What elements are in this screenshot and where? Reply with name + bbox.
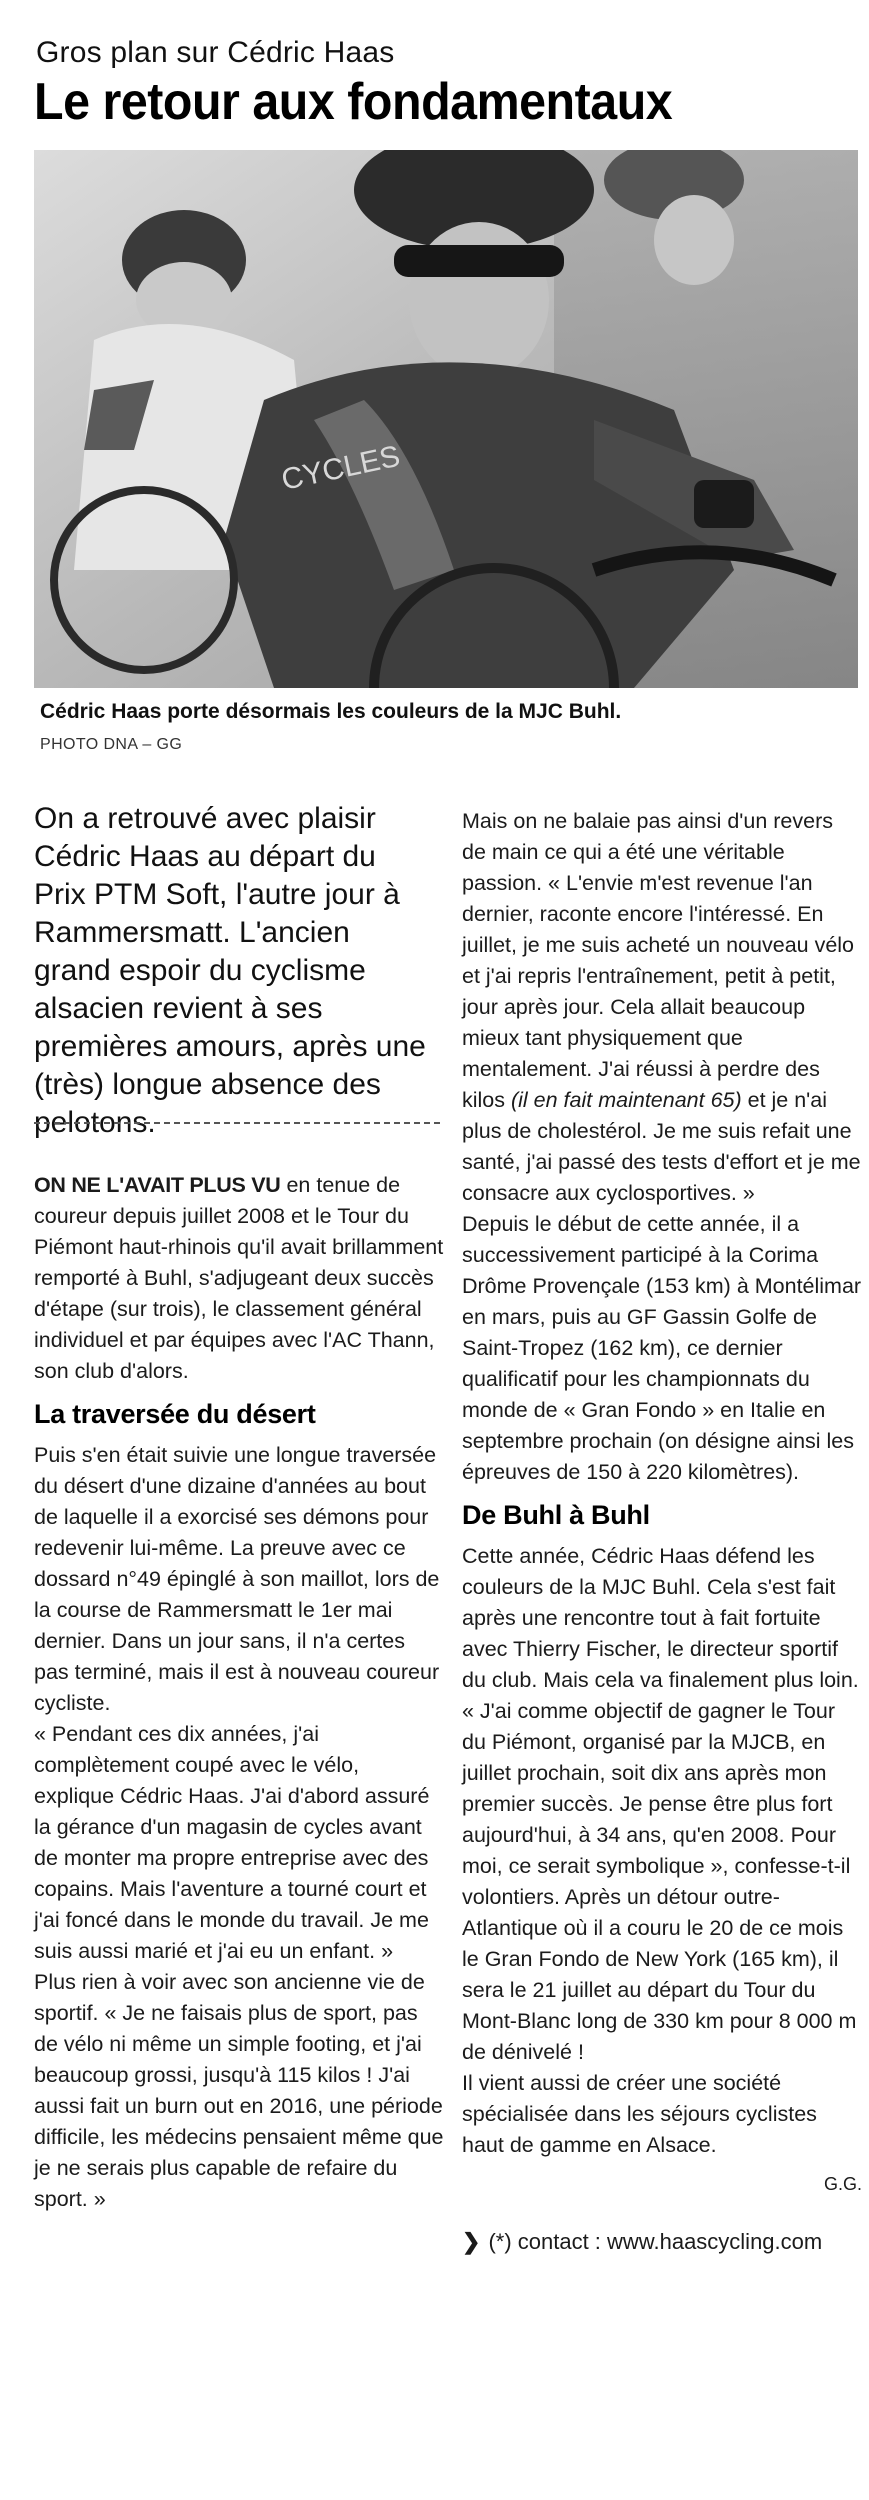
article-intro: On a retrouvé avec plaisir Cédric Haas au départ du Prix PTM Soft, l'autre jour à Rammersmatt. L'ancien grand espoir du cyclisme alsacien revient à ses premières amours, après une (très) longue absence des pelotons. xyxy=(34,802,426,1139)
paragraph: Cette année, Cédric Haas défend les couleurs de la MJC Buhl. Cela s'est fait après une rencontre tout à fait fortuite avec Thierry Fischer, le directeur sportif du club. Mais cela va finalement plus loin. « J'ai comme objectif de gagner le Tour du Piémont, organisé par la MJCB, en juillet prochain, soit dix ans après mon premier succès. Je pense être plus fort aujourd'hui, à 34 ans, qu'en 2008. Pour moi, ce serait symbolique », confesse-t-il volontiers. Après un détour outre-Atlantique où il a couru le 20 de ce mois le Gran Fondo de New York (165 km), il sera le 21 juillet au départ du Tour du Mont-Blanc long de 330 km pour 8 000 m de dénivelé ! xyxy=(462,1544,859,2064)
intro-divider xyxy=(34,1122,440,1124)
paragraph: « Pendant ces dix années, j'ai complètement coupé avec le vélo, explique Cédric Haas. J'ai d'abord assuré la gérance d'un magasin de cycles avant de monter ma propre entreprise avec des copains. Mais l'aventure a tourné court et j'ai foncé dans le monde du travail. Je me suis aussi marié et j'ai eu un enfant. » xyxy=(34,1722,430,1963)
paragraph-text: en tenue de coureur depuis juillet 2008 et le Tour du Piémont haut-rhinois qu'il avait brillamment remporté à Buhl, s'adjugeant deux succès d'étape (sur trois), le classement général individuel et par équipes avec l'AC Thann, son club d'alors. xyxy=(34,1173,444,1383)
svg-text:CYCLES: CYCLES xyxy=(278,439,403,497)
author-signature: G.G. xyxy=(823,2174,862,2194)
paragraph: Plus rien à voir avec son ancienne vie de sportif. « Je ne faisais plus de sport, pas de vélo ni même un simple footing, et j'ai beaucoup grossi, jusqu'à 115 kilos ! J'ai aussi fait un burn out en 2016, une période difficile, les médecins pensaient même que je ne serais plus capable de refaire du sport. » xyxy=(34,1970,444,2211)
section-heading-desert: La traversée du désert xyxy=(34,1399,316,1429)
article-photo xyxy=(34,150,858,688)
contact-line xyxy=(462,2226,862,2257)
paragraph-italic: (il en fait maintenant 65) xyxy=(510,1088,742,1112)
article-kicker: Gros plan sur Cédric Haas xyxy=(36,36,395,69)
right-column xyxy=(462,806,862,2257)
paragraph-text: Mais on ne balaie pas ainsi d'un revers de main ce qui a été une véritable passion. « L'envie m'est revenue l'an dernier, raconte encore l'intéressé. En juillet, je me suis acheté un nouveau vélo et j'ai repris l'entraînement, petit à petit, jour après jour. Cela allait beaucoup mieux tant physiquement que mentalement. J'ai réussi à perdre des kilos xyxy=(462,809,855,1112)
paragraph xyxy=(462,806,862,1209)
paragraph xyxy=(34,1170,444,1387)
left-column xyxy=(34,1170,444,2215)
paragraph: Depuis le début de cette année, il a successivement participé à la Corima Drôme Provençale (153 km) à Montélimar en mars, puis au GF Gassin Golfe de Saint-Tropez (162 km), ce dernier qualificatif pour les championnats du monde de « Gran Fondo » en Italie en septembre prochain (on désigne ainsi les épreuves de 150 à 220 kilomètres). xyxy=(462,1212,862,1484)
contact-link[interactable]: (*) contact : www.haascycling.com xyxy=(488,2229,823,2254)
paragraph: Il vient aussi de créer une société spécialisée dans les séjours cyclistes haut de gamme en Alsace. xyxy=(462,2071,817,2157)
paragraph-text: et je n'ai plus de cholestérol. Je me suis refait une santé, j'ai passé des tests d'effort et je me consacre aux cyclosportives. » xyxy=(462,1088,861,1205)
paragraph: Puis s'en était suivie une longue traversée du désert d'une dizaine d'années au bout de laquelle il a exorcisé ses démons pour redevenir lui-même. La preuve avec ce dossard n°49 épinglé à son maillot, lors de la course de Rammersmatt le 1er mai dernier. Dans un jour sans, il n'a certes pas terminé, mais il est à nouveau coureur cycliste. xyxy=(34,1443,440,1715)
photo-credit: PHOTO DNA – GG xyxy=(40,736,183,753)
arrow-icon: ❯ xyxy=(462,2229,481,2254)
article-headline: Le retour aux fondamentaux xyxy=(34,73,673,131)
paragraph-lead: ON NE L'AVAIT PLUS VU xyxy=(34,1173,281,1197)
photo-caption: Cédric Haas porte désormais les couleurs de la MJC Buhl. xyxy=(40,700,622,723)
section-heading-buhl: De Buhl à Buhl xyxy=(462,1500,650,1530)
cyclists-photo xyxy=(34,150,858,688)
